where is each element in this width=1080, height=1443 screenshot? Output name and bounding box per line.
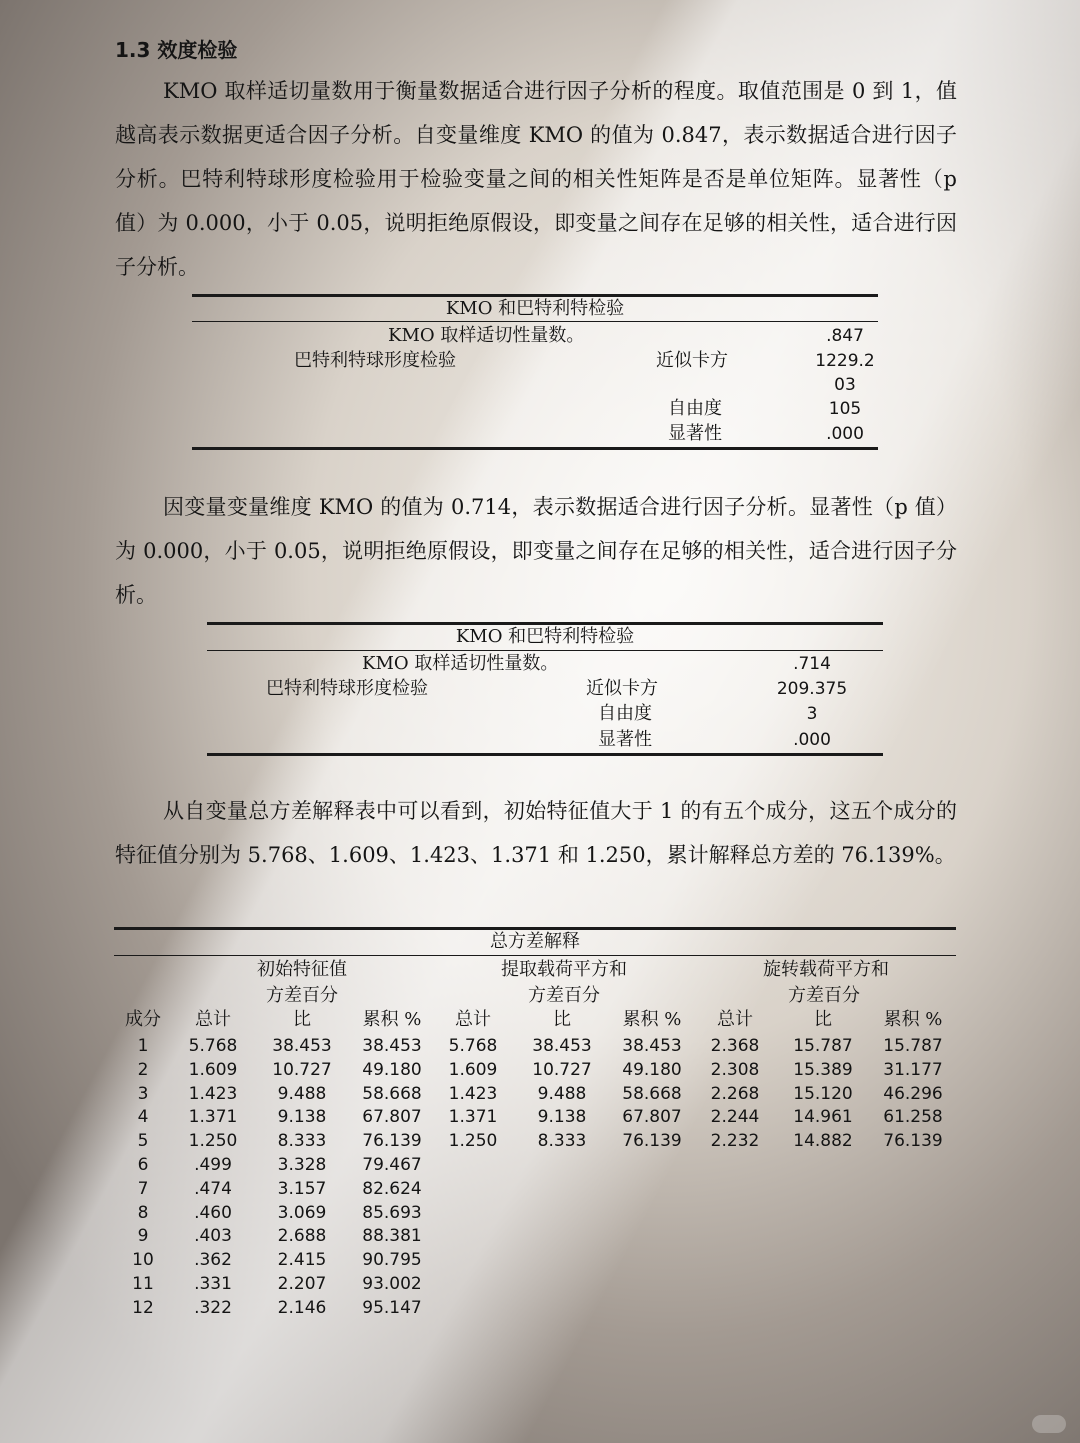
table-cell: 38.453 xyxy=(532,1036,592,1056)
pct-header: 方差百分 xyxy=(528,985,600,1006)
section-heading: 1.3 效度检验 xyxy=(115,38,238,62)
table-cell: 1.423 xyxy=(188,1083,238,1104)
table-cell: 85.693 xyxy=(362,1202,422,1223)
table-cell: .403 xyxy=(194,1226,232,1247)
table-cell: 1.609 xyxy=(448,1059,498,1080)
sig-value: .000 xyxy=(793,730,831,750)
table-cell: 9.138 xyxy=(277,1107,327,1128)
table-cell: 58.668 xyxy=(622,1083,682,1104)
group-initial-header: 初始特征值 xyxy=(257,959,347,980)
table-cell: 49.180 xyxy=(622,1059,682,1080)
pct-header: 方差百分 xyxy=(788,985,860,1006)
df-value: 105 xyxy=(828,399,862,419)
table-cell: 88.381 xyxy=(362,1226,422,1247)
table-cell: 8.333 xyxy=(277,1131,327,1152)
table-cell: 38.453 xyxy=(362,1036,422,1056)
table-cell: 3.069 xyxy=(277,1202,327,1223)
table-cell: 67.807 xyxy=(622,1107,682,1128)
header-cumulative: 累积 % xyxy=(622,1009,682,1030)
table-cell: 79.467 xyxy=(362,1155,422,1175)
table-cell: 1 xyxy=(137,1036,149,1056)
table-cell: 90.795 xyxy=(362,1250,422,1271)
chi-value-wrap: 03 xyxy=(834,375,856,395)
header-total: 总计 xyxy=(455,1009,491,1030)
kmo-label: KMO 取样适切性量数。 xyxy=(388,325,585,346)
table-cell: 1.371 xyxy=(448,1107,498,1128)
table-cell: 2.207 xyxy=(277,1274,327,1294)
table-cell: 10 xyxy=(132,1250,154,1271)
table-cell: 3.157 xyxy=(277,1178,327,1199)
table-title: KMO 和巴特利特检验 xyxy=(455,626,635,647)
group-extract-header: 提取载荷平方和 xyxy=(501,959,627,980)
table-header-rule xyxy=(192,321,878,322)
table-cell: 4 xyxy=(137,1107,149,1128)
table-cell: 38.453 xyxy=(272,1036,332,1056)
table-cell: .362 xyxy=(194,1250,232,1271)
table-cell: 2.244 xyxy=(710,1107,760,1128)
table-cell: .474 xyxy=(194,1178,232,1199)
kmo-value: .714 xyxy=(793,654,831,674)
table-cell: 2 xyxy=(137,1059,149,1080)
table-title: 总方差解释 xyxy=(490,931,580,952)
table-cell: 2.368 xyxy=(710,1036,760,1056)
df-value: 3 xyxy=(806,704,818,724)
bartlett-label: 巴特利特球形度检验 xyxy=(266,678,428,699)
table-cell: 1.250 xyxy=(448,1131,498,1152)
table-cell: 5.768 xyxy=(448,1036,498,1056)
table-cell: 8 xyxy=(137,1202,149,1223)
chi-value: 209.375 xyxy=(776,679,848,699)
table-cell: 82.624 xyxy=(362,1178,422,1199)
header-cumulative: 累积 % xyxy=(883,1009,943,1030)
sig-label: 显著性 xyxy=(598,729,652,750)
table-cell: 10.727 xyxy=(532,1059,592,1080)
table-cell: 15.787 xyxy=(793,1036,853,1056)
table-cell: 15.120 xyxy=(793,1083,853,1104)
table-cell: 7 xyxy=(137,1178,149,1199)
table-bottom-rule xyxy=(207,753,883,756)
header-cumulative: 累积 % xyxy=(362,1009,422,1030)
table-cell: 14.961 xyxy=(793,1107,853,1128)
table-cell: 15.389 xyxy=(793,1059,853,1080)
kmo-label: KMO 取样适切性量数。 xyxy=(362,653,559,674)
table-cell: 2.688 xyxy=(277,1226,327,1247)
table-cell: 95.147 xyxy=(362,1297,422,1318)
table-cell: 1.423 xyxy=(448,1083,498,1104)
table-cell: 8.333 xyxy=(537,1131,587,1152)
bartlett-label: 巴特利特球形度检验 xyxy=(294,350,456,371)
table-cell: 5 xyxy=(137,1131,149,1152)
table-cell: 2.146 xyxy=(277,1297,327,1318)
header-component: 成分 xyxy=(125,1009,161,1030)
table-cell: 38.453 xyxy=(622,1036,682,1056)
table-cell: 1.371 xyxy=(188,1107,238,1128)
table-cell: 3 xyxy=(137,1083,149,1104)
table-cell: 61.258 xyxy=(883,1107,943,1128)
table-cell: 6 xyxy=(137,1155,149,1175)
df-label: 自由度 xyxy=(668,398,722,419)
sig-value: .000 xyxy=(826,424,864,444)
table-cell: 12 xyxy=(132,1297,154,1318)
table-cell: 49.180 xyxy=(362,1059,422,1080)
table-cell: 9.488 xyxy=(537,1083,587,1104)
table-cell: 11 xyxy=(132,1274,154,1294)
table-title: KMO 和巴特利特检验 xyxy=(445,298,625,319)
table-cell: 58.668 xyxy=(362,1083,422,1104)
table-cell: 2.268 xyxy=(710,1083,760,1104)
table-cell: 76.139 xyxy=(622,1131,682,1152)
chi-label: 近似卡方 xyxy=(586,678,658,699)
table-bottom-rule xyxy=(192,447,878,450)
table-cell: 3.328 xyxy=(277,1155,327,1175)
table-cell: 2.308 xyxy=(710,1059,760,1080)
table-cell: 14.882 xyxy=(793,1131,853,1152)
chi-label: 近似卡方 xyxy=(656,350,728,371)
kmo-value: .847 xyxy=(826,326,864,346)
table-cell: 46.296 xyxy=(883,1083,943,1104)
paragraph-dependent-kmo: 因变量变量维度 KMO 的值为 0.714，表示数据适合进行因子分析。显著性（p 值）为 0.000，小于 0.05，说明拒绝原假设，即变量之间存在足够的相关性，适合进行因子分析。 xyxy=(115,495,957,607)
table-cell: 76.139 xyxy=(362,1131,422,1152)
header-total: 总计 xyxy=(717,1009,753,1030)
table-cell: .460 xyxy=(194,1202,232,1223)
table-cell: 2.415 xyxy=(277,1250,327,1271)
table-cell: 9.488 xyxy=(277,1083,327,1104)
table-cell: 93.002 xyxy=(362,1274,422,1294)
table-cell: .331 xyxy=(194,1274,232,1294)
table-cell: 2.232 xyxy=(710,1131,760,1152)
pct-header: 方差百分 xyxy=(266,985,338,1006)
paragraph-variance: 从自变量总方差解释表中可以看到，初始特征值大于 1 的有五个成分，这五个成分的特征值分别为 5.768、1.609、1.423、1.371 和 1.250，累计解释总方差的 76.139%。 xyxy=(115,799,957,867)
table-cell: 10.727 xyxy=(272,1059,332,1080)
table-header-rule xyxy=(114,955,956,956)
header-pct: 比 xyxy=(293,1009,311,1030)
header-pct: 比 xyxy=(814,1009,832,1030)
group-rotate-header: 旋转载荷平方和 xyxy=(763,959,889,980)
table-cell: 5.768 xyxy=(188,1036,238,1056)
table-cell: 1.250 xyxy=(188,1131,238,1152)
table-header-rule xyxy=(207,650,883,651)
table-cell: 67.807 xyxy=(362,1107,422,1128)
table-cell: 9 xyxy=(137,1226,149,1247)
paragraph-kmo-explanation: KMO 取样适切量数用于衡量数据适合进行因子分析的程度。取值范围是 0 到 1，值越高表示数据更适合因子分析。自变量维度 KMO 的值为 0.847，表示数据适合进行因子分析。巴特利特球形度检验用于检验变量之间的相关性矩阵是否是单位矩阵。显著性（p 值）为 0.000，小于 0.05，说明拒绝原假设，即变量之间存在足够的相关性，适合进行因子分析。 xyxy=(115,79,957,279)
header-total: 总计 xyxy=(195,1009,231,1030)
df-label: 自由度 xyxy=(598,703,652,724)
table-cell: .322 xyxy=(194,1297,232,1318)
header-pct: 比 xyxy=(553,1009,571,1030)
table-cell: 76.139 xyxy=(883,1131,943,1152)
table-cell: .499 xyxy=(194,1155,232,1175)
sig-label: 显著性 xyxy=(668,423,722,444)
table-cell: 15.787 xyxy=(883,1036,943,1056)
table-cell: 31.177 xyxy=(883,1059,943,1080)
chi-value: 1229.2 xyxy=(815,351,875,371)
table-cell: 1.609 xyxy=(188,1059,238,1080)
table-cell: 9.138 xyxy=(537,1107,587,1128)
watermark-badge xyxy=(1032,1415,1066,1433)
